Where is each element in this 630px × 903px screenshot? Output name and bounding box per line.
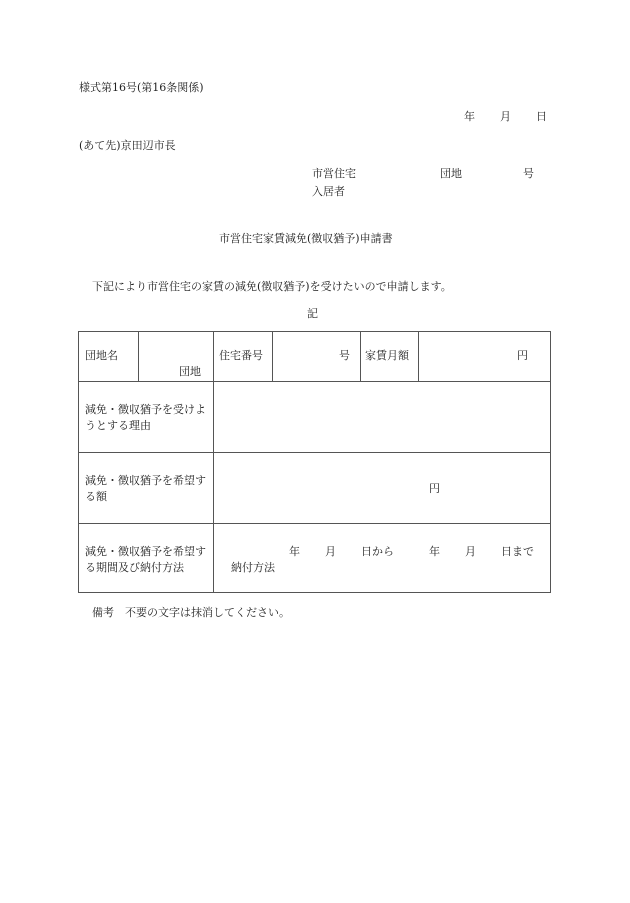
period-field[interactable]	[214, 524, 551, 593]
resident-label[interactable]: 入居者	[312, 185, 345, 198]
housing-label: 市営住宅	[312, 167, 356, 180]
ki-heading: 記	[307, 307, 318, 320]
danchi-name-field[interactable]	[139, 332, 213, 381]
date-month[interactable]: 月	[500, 110, 511, 123]
amount-label-line1: 減免・徴収猶予を希望す	[85, 474, 206, 487]
date-day[interactable]: 日	[536, 110, 547, 123]
danchi-name-label: 団地名	[85, 349, 118, 362]
intro-text: 下記により市営住宅の家賃の減免(徴収猶予)を受けたいので申請します。	[92, 280, 452, 293]
from-day: 日から	[361, 545, 394, 558]
date-year[interactable]: 年	[464, 110, 475, 123]
house-number-field[interactable]	[273, 332, 360, 381]
amount-field[interactable]	[214, 453, 551, 523]
danchi-suffix: 団地	[179, 365, 201, 378]
danchi-label[interactable]: 団地	[440, 167, 462, 180]
monthly-rent-label: 家賃月額	[365, 349, 409, 362]
document-title: 市営住宅家賃減免(徴収猶予)申請書	[219, 232, 393, 245]
reason-label-line2: うとする理由	[85, 419, 151, 432]
application-table	[78, 331, 551, 593]
period-label-line1: 減免・徴収猶予を希望す	[85, 545, 206, 558]
rent-yen-suffix: 円	[517, 349, 528, 362]
amount-label-line2: る額	[85, 490, 107, 503]
to-month: 月	[465, 545, 476, 558]
reason-label-line1: 減免・徴収猶予を受けよ	[85, 403, 206, 416]
reason-field[interactable]	[214, 382, 551, 452]
addressee: (あて先)京田辺市長	[79, 139, 176, 152]
from-month: 月	[325, 545, 336, 558]
to-day: 日まで	[501, 545, 534, 558]
remarks: 備考 不要の文字は抹消してください。	[92, 606, 290, 619]
to-year: 年	[429, 545, 440, 558]
form-number: 様式第16号(第16条関係)	[79, 81, 204, 94]
house-number-label: 住宅番号	[219, 349, 263, 362]
house-number-suffix: 号	[339, 349, 350, 362]
payment-method-label: 納付方法	[231, 561, 275, 574]
from-year: 年	[289, 545, 300, 558]
col-divider	[360, 332, 361, 381]
amount-yen-suffix: 円	[429, 482, 440, 495]
monthly-rent-field[interactable]	[419, 332, 551, 381]
go-label[interactable]: 号	[523, 167, 534, 180]
period-label-line2: る期間及び納付方法	[85, 561, 184, 574]
